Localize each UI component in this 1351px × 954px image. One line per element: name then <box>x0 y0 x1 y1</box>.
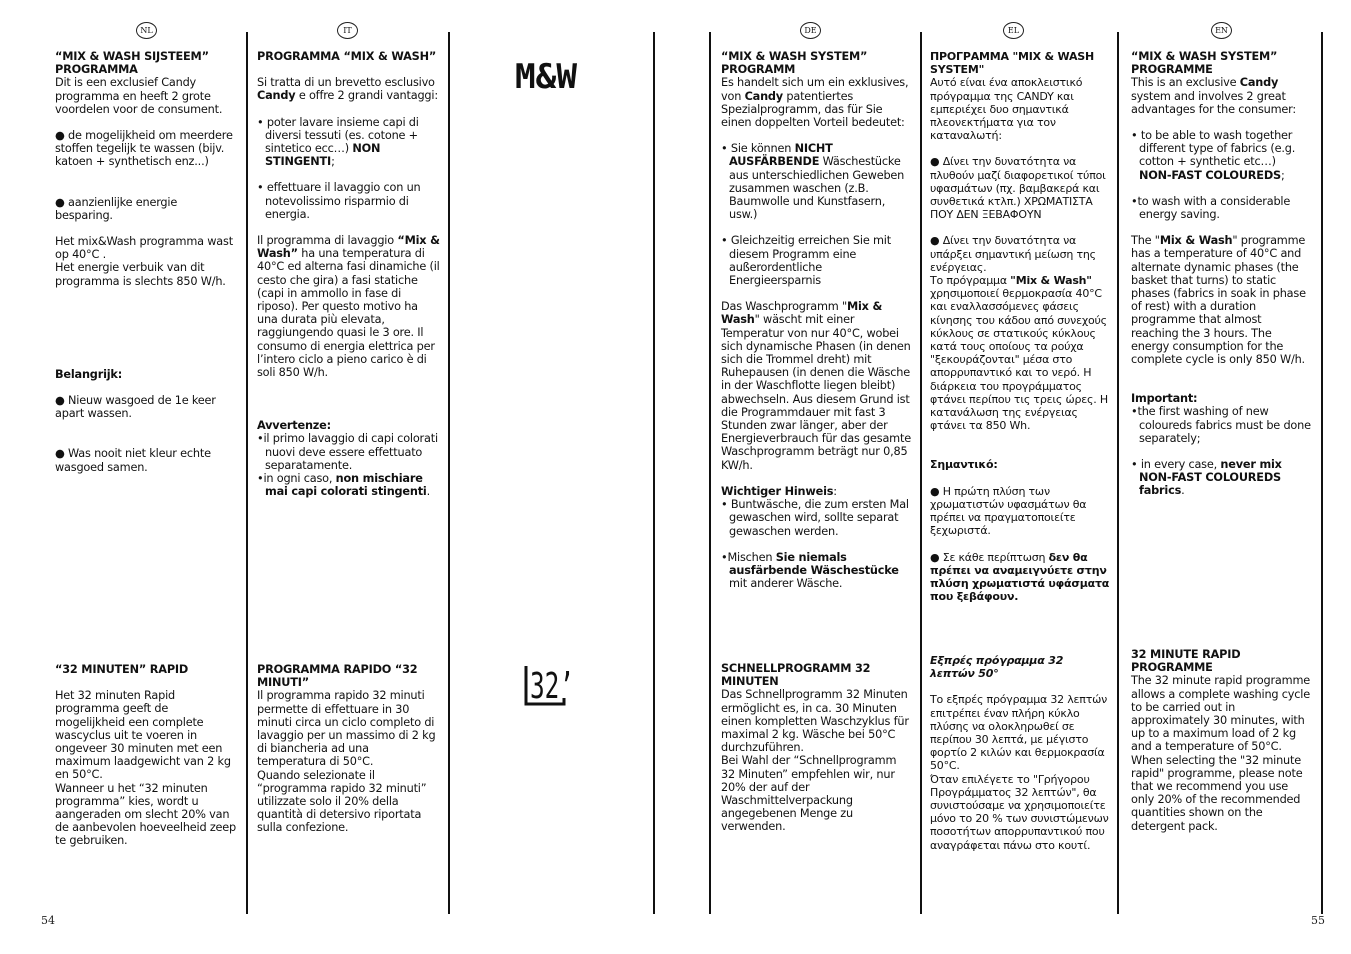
paragraph: Il programma rapido 32 minuti permette di effettuare in 30 minuti circa un ciclo completo di lavaggio per un massimo di 2 kg di biancheria ad una temperatura di 50°C. <box>257 689 436 769</box>
section-title-mix-wash: PROGRAMMA “MIX & WASH” <box>257 50 437 63</box>
column-divider <box>246 32 248 914</box>
bullet-item: • in every case, never mix NON-FAST COLOUREDS fabrics. <box>1131 458 1282 498</box>
section-title-mix-wash: ΠΡΟΓΡΑΜΜΑ "MIX & WASH SYSTEM" <box>930 50 1095 77</box>
section-title-mix-wash: “MIX & WASH SYSTEM” PROGRAMM <box>721 50 868 77</box>
language-badge-el: EL <box>1003 22 1024 39</box>
section-title-important: Belangrijk: <box>55 367 123 381</box>
column-divider <box>1117 32 1119 914</box>
paragraph: Das Schnellprogramm 32 Minuten ermöglicht es, in ca. 30 Minuten einen kompletten Waschzyklus für maximal 2 kg. Wäsche bei 50°C durchzuführen. <box>721 688 909 755</box>
column-de-rapid <box>721 662 913 847</box>
bullet-item: ● Η πρώτη πλύση των χρωματιστών υφασμάτων θα πρέπει να πραγματοποιείτε ξεχωριστά. <box>930 484 1087 538</box>
paragraph: Het 32 minuten Rapid programma geeft de mogelijkheid een complete wascyclus uit te voeren in ongeveer 30 minuten met een maximum laadgewicht van 2 kg en 50°C. <box>55 689 231 782</box>
paragraph: Il programma di lavaggio “Mix & Wash” ha una temperatura di 40°C ed alterna fasi dinamiche (il cesto che gira) a fasi statiche (capi in ammollo in fase di riposo). Per questo motivo ha una durata più elevata, raggiungendo quasi le 3 ore. Il consumo di energia elettrica per l’intero ciclo a pieno carico è di soli 850 W/h. <box>257 234 440 380</box>
section-title-note: Wichtiger Hinweis: <box>721 484 837 498</box>
language-badge-it: IT <box>337 22 358 39</box>
section-title-mix-wash: “MIX & WASH SYSTEM” PROGRAMME <box>1131 50 1278 77</box>
column-divider <box>1321 32 1323 914</box>
column-en-rapid <box>1131 648 1311 846</box>
column-nl <box>55 50 238 487</box>
column-it <box>257 50 441 511</box>
bullet-item: ● Nieuw wasgoed de 1e keer apart wassen. <box>55 394 216 421</box>
paragraph: Όταν επιλέγετε το "Γρήγορου Προγράμματος 32 λεπτών", θα συνιστούσαμε να χρησιμοποιείτε μόνο το 20 % των συνιστώμενων ποσοτήτων απορρυπαντικού που αναγράφεται πάνω στο κουτί. <box>930 772 1109 852</box>
paragraph: When selecting the "32 minute rapid" programme, please note that we recommend you use only 20% of the recommended quantities shown on the detergent pack. <box>1131 753 1303 833</box>
section-title-rapid: Εξπρές πρόγραμμα 32 λεπτών 50° <box>930 654 1064 681</box>
right-page <box>676 0 1351 954</box>
column-de <box>721 50 913 603</box>
column-el <box>930 50 1110 616</box>
bullet-item: • effettuare il lavaggio con un notevolissimo risparmio di energia. <box>257 181 421 221</box>
paragraph: The "Mix & Wash" programme has a temperature of 40°C and alternate dynamic phases (the basket that turns) to static phases (fabrics in soak in phase of rest) with a duration programme that almost reaching the 3 hours. The energy consumption for the complete cycle is only 850 W/h. <box>1131 234 1306 367</box>
column-el-rapid <box>930 654 1110 865</box>
language-badge-nl: NL <box>136 22 157 39</box>
paragraph: Dit is een exclusief Candy programma en heeft 2 grote voordelen voor de consument. <box>55 76 223 116</box>
column-it-rapid <box>257 663 441 848</box>
section-title-mix-wash: “MIX & WASH SIJSTEEM” PROGRAMMA <box>55 50 209 77</box>
svg-text:M&W: M&W <box>515 57 578 97</box>
section-title-important: Σημαντικό: <box>930 458 998 472</box>
section-title-rapid: SCHNELLPROGRAMM 32 MINUTEN <box>721 662 871 689</box>
paragraph: Wanneer u het “32 minuten programma” kies, wordt u aangeraden om slecht 20% van de aanbevolen hoeveelheid zeep te gebruiken. <box>55 781 237 848</box>
paragraph: Αυτό είναι ένα αποκλειστικό πρόγραμμα της CANDY και εμπεριέχει δυο σημαντικά πλεονεκτήματα για τον καταναλωτή: <box>930 76 1083 143</box>
column-divider <box>448 32 450 914</box>
section-title-warnings: Avvertenze: <box>257 419 331 433</box>
language-badge-de: DE <box>800 22 821 39</box>
section-title-rapid: 32 MINUTE RAPID PROGRAMME <box>1131 648 1241 675</box>
column-divider <box>653 32 655 914</box>
language-badge-en: EN <box>1211 22 1232 39</box>
rapid-32-icon <box>522 660 578 712</box>
bullet-item: •the first washing of new coloureds fabrics must be done separately; <box>1131 405 1311 445</box>
paragraph: Si tratta di un brevetto esclusivo Candy e offre 2 grandi vantaggi: <box>257 76 438 103</box>
paragraph: Το εξπρές πρόγραμμα 32 λεπτών επιτρέπει έναν πλήρη κύκλο πλύσης να ολοκληρωθεί σε περίπου 30 λεπτά, με μέγιστο φορτίο 2 κιλών και θερμοκρασία 50°C. <box>930 693 1108 773</box>
paragraph: Das Waschprogramm "Mix & Wash" wäscht mit einer Temperatur von nur 40°C, wobei sich dynamische Phasen (in denen sich die Trommel dreht) mit Ruhepausen (in denen die Wäsche in der Waschflotte liegen bleibt) abwechseln. Aus diesem Grund ist die Programmdauer mit fast 3 Stunden zwar länger, aber der Energieverbrauch für das gesamte Waschprogramm beträgt nur 0,85 KW/h. <box>721 300 911 472</box>
bullet-item: •Mischen Sie niemals ausfärbende Wäschestücke mit anderer Wäsche. <box>721 550 899 591</box>
bullet-item: ● Δίνει την δυνατότητα να πλυθούν μαζί διαφορετικοί τύποι υφασμάτων (πχ. βαμβακερά και συνθετικά κτλπ.) ΧΡΩΜΑΤΙΣΤΑ ΠΟΥ ΔΕΝ ΞΕΒΑΦΟΥΝ <box>930 155 1106 222</box>
column-divider <box>709 32 711 914</box>
bullet-item: • poter lavare insieme capi di diversi tessuti (es. cotone + sintetico ecc…) NON STINGENTI; <box>257 115 419 169</box>
svg-text:32’: 32’ <box>530 666 574 707</box>
mix-wash-icon <box>515 56 579 96</box>
bullet-item: ● Σε κάθε περίπτωση δεν θα πρέπει να αναμειγνύετε στην πλύση χρωματιστά υφάσματα που ξεβάφουν. <box>930 550 1110 604</box>
paragraph: Το πρόγραμμα "Mix & Wash" χρησιμοποιεί θερμοκρασία 40°C και εναλλασσόμενες φάσεις κίνησης του κάδου από συνεχούς κύκλους σε στατικούς κύκλους κατά τους οποίους τα ρούχα "ξεκουράζονται" μέσα στο απορρυπαντικό και το νερό. Η διάρκεια του προγράμματος φτάνει περίπου τις τρεις ώρες. Η κατανάλωση της ενέργειας φτάνει τα 850 Wh. <box>930 274 1108 433</box>
bullet-item: •in ogni caso, non mischiare mai capi colorati stingenti. <box>257 472 431 499</box>
section-title-rapid: “32 MINUTEN” RAPID <box>55 663 189 676</box>
bullet-item: ● aanzienlijke energie besparing. <box>55 195 178 222</box>
paragraph: Het energie verbuik van dit programma is slechts 850 W/h. <box>55 261 226 288</box>
bullet-item: • Gleichzeitig erreichen Sie mit diesem Programm eine außerordentliche Energieersparnis <box>721 234 891 288</box>
bullet-item: • to be able to wash together different type of fabrics (e.g. cotton + synthetic etc…) NON-FAST COLOUREDS; <box>1131 129 1296 182</box>
column-divider <box>920 32 922 914</box>
section-title-important: Important: <box>1131 392 1198 406</box>
paragraph: Het mix&Wash programma wast op 40°C . <box>55 235 233 262</box>
paragraph: Bei Wahl der “Schnellprogramm 32 Minuten” empfehlen wir, nur 20% der auf der Waschmittelverpackung angegebenen Menge zu verwenden. <box>721 754 897 834</box>
bullet-item: • Sie können NICHT AUSFÄRBENDE Wäschestücke aus unterschiedlichen Geweben zusammen waschen (z.B. Baumwolle und Kunstfasern, usw.) <box>721 142 905 222</box>
paragraph: Quando selezionate il “programma rapido 32 minuti” utilizzate solo il 20% della quantità di detersivo riportata sulla confezione. <box>257 768 427 835</box>
bullet-item: ● de mogelijkheid om meerdere stoffen tegelijk te wassen (bijv. katoen + synthetisch enz...) <box>55 129 233 169</box>
page-number: 55 <box>1311 914 1325 927</box>
bullet-item: ● Δίνει την δυνατότητα να υπάρξει σημαντική μείωση της ενέργειας. <box>930 234 1096 274</box>
paragraph: This is an exclusive Candy system and involves 2 great advantages for the consumer: <box>1131 76 1297 116</box>
paragraph: Es handelt sich um ein exklusives, von Candy patentiertes Spezialprogramm, das für Sie einen doppelten Vorteil bedeutet: <box>721 76 909 130</box>
bullet-item: •to wash with a considerable energy saving. <box>1131 194 1291 222</box>
bullet-item: • Buntwäsche, die zum ersten Mal gewaschen wird, sollte separat gewaschen werden. <box>721 498 909 538</box>
section-title-rapid: PROGRAMMA RAPIDO “32 MINUTI” <box>257 663 418 690</box>
paragraph: The 32 minute rapid programme allows a complete washing cycle to be carried out in approximately 30 minutes, with up to a maximum load of 2 kg and a temperature of 50°C. <box>1131 674 1311 754</box>
bullet-item: •il primo lavaggio di capi colorati nuovi deve essere effettuato separatamente. <box>257 432 438 472</box>
column-en <box>1131 50 1311 511</box>
bullet-item: ● Was nooit niet kleur echte wasgoed samen. <box>55 447 211 474</box>
column-nl-rapid <box>55 663 238 861</box>
page-number: 54 <box>41 914 55 927</box>
